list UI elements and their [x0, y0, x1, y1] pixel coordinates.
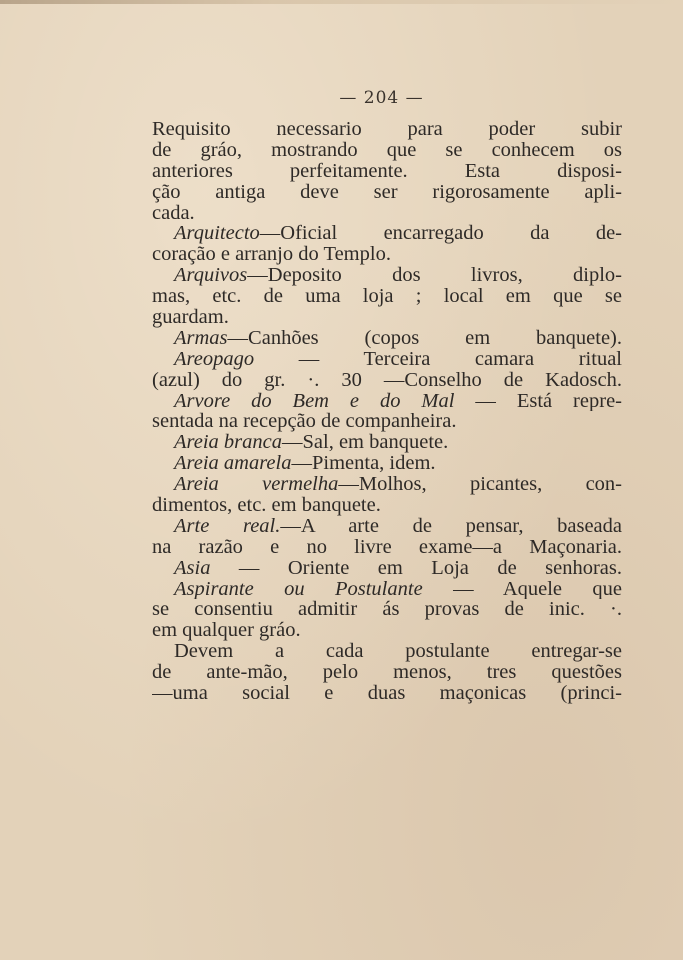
- text-line: dimentos, etc. em banquete.: [152, 495, 381, 516]
- text-line: mas, etc. de uma loja ; local em que se: [152, 286, 622, 308]
- glossary-entry-arquitecto: Arquitecto—Oficial encarregado da de-: [174, 223, 622, 245]
- entry-term: Aspirante ou Postulante: [174, 578, 423, 600]
- entry-term: Areopago: [174, 348, 255, 370]
- text-line: guardam.: [152, 307, 229, 328]
- glossary-entry-areia-amarela: Areia amarela—Pimenta, idem.: [174, 453, 436, 475]
- glossary-entry-areia-branca: Areia branca—Sal, em banquete.: [174, 432, 449, 454]
- entry-term: Arquivos: [174, 265, 248, 287]
- glossary-entry-aspirante: Aspirante ou Postulante — Aquele que: [174, 578, 622, 600]
- glossary-entry-areopago: Areopago — Terceira camara ritual: [174, 348, 622, 370]
- text-line: Requisito necessario para poder subir: [152, 119, 622, 140]
- text-line: sentada na recepção de companheira.: [152, 411, 457, 433]
- text-line: em qualquer gráo.: [152, 620, 301, 642]
- text-line: Devem a cada postulante entregar-se: [174, 641, 622, 663]
- entry-term: Areia branca: [174, 432, 282, 454]
- entry-term: Areia amarela: [174, 453, 292, 475]
- text-line: de ante-mão, pelo menos, tres questões: [152, 662, 622, 684]
- text-line: se consentiu admitir ás provas de inic. ·.: [152, 599, 622, 621]
- text-line: cada.: [152, 202, 195, 224]
- glossary-entry-arvore: Arvore do Bem e do Mal — Está repre-: [174, 390, 622, 412]
- entry-term: Areia vermelha: [174, 474, 339, 496]
- glossary-entry-areia-vermelha: Areia vermelha—Molhos, picantes, con-: [174, 474, 622, 496]
- entry-term: Arvore do Bem e do Mal: [174, 390, 455, 412]
- text-line: ção antiga deve ser rigorosamente apli-: [152, 181, 622, 203]
- entry-term: Arquitecto: [174, 223, 260, 245]
- page-edge: [0, 0, 683, 4]
- glossary-entry-asia: Asia — Oriente em Loja de senhoras.: [174, 557, 622, 579]
- entry-term: Asia: [174, 557, 211, 579]
- entry-term: Armas: [174, 327, 228, 349]
- glossary-entry-armas: Armas—Canhões (copos em banquete).: [174, 327, 622, 349]
- text-line: de gráo, mostrando que se conhecem os: [152, 139, 622, 161]
- text-line: (azul) do gr. ·. 30 —Conselho de Kadosch.: [152, 369, 622, 391]
- entry-term: Arte real.: [174, 515, 281, 537]
- page-number: — 204 —: [339, 88, 424, 108]
- glossary-entry-arte-real: Arte real.—A arte de pensar, baseada: [174, 515, 622, 537]
- glossary-text: [152, 119, 622, 704]
- glossary-entry-arquivos: Arquivos—Deposito dos livros, diplo-: [174, 265, 622, 287]
- text-line: —uma social e duas maçonicas (princi-: [152, 683, 622, 704]
- text-line: anteriores perfeitamente. Esta disposi-: [152, 160, 622, 182]
- text-line: coração e arranjo do Templo.: [152, 244, 391, 266]
- text-line: na razão e no livre exame—a Maçonaria.: [152, 536, 622, 558]
